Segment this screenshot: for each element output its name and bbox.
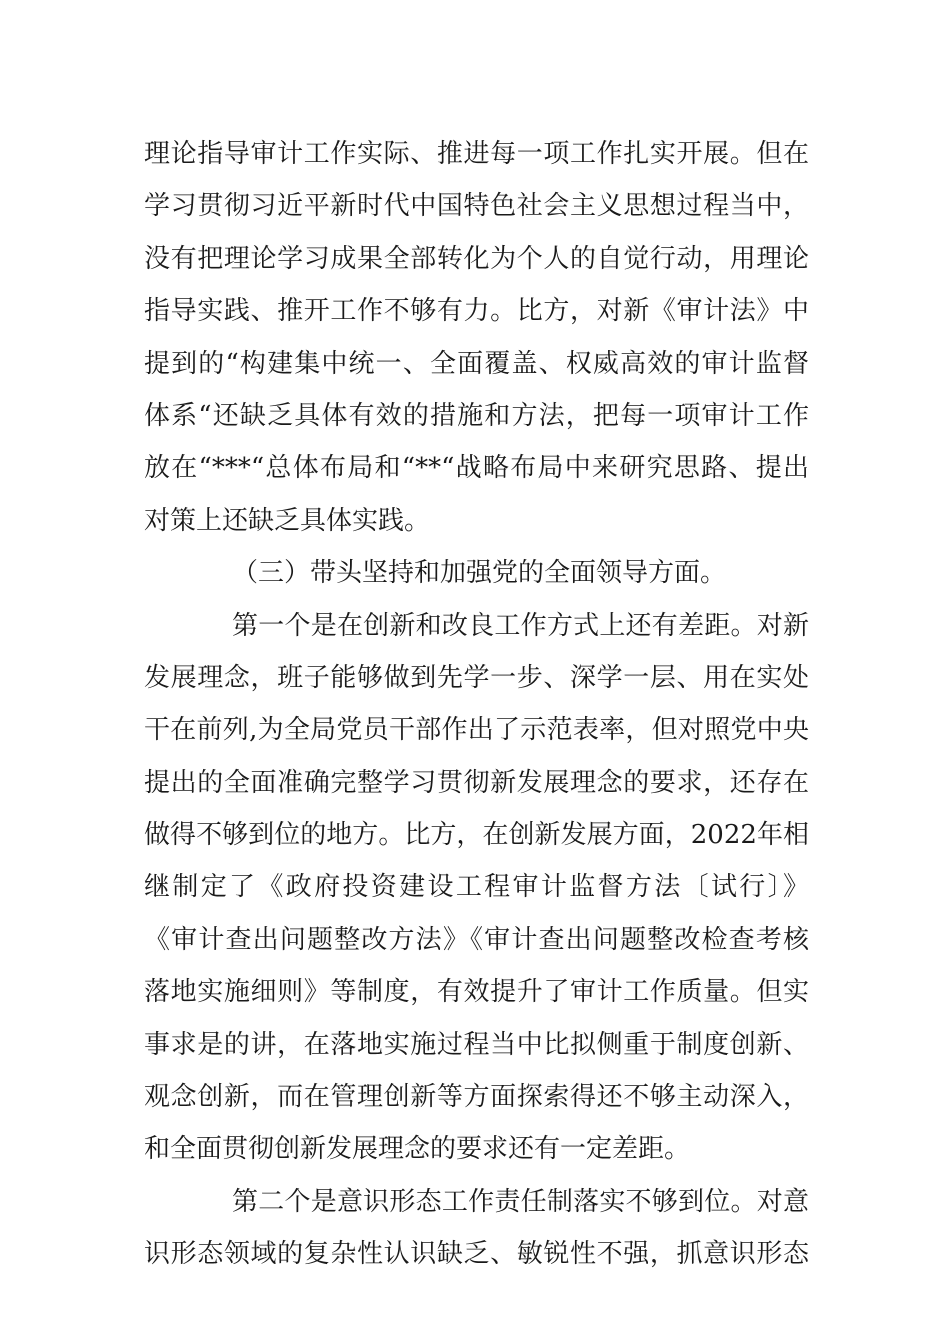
text-line: 和全面贯彻创新发展理念的要求还有一定差距。 [144,1134,691,1165]
text-line: 放在“***“总体布局和“**“战略布局中来研究思路、提出 [144,453,809,484]
text-line: 学习贯彻习近平新时代中国特色社会主义思想过程当中， [144,191,809,222]
text-line: 识形态领域的复杂性认识缺乏、敏锐性不强，抓意识形态 [144,1239,809,1270]
body-text [144,128,809,1281]
text-line: 《审计查出问题整改方法》《审计查出问题整改检查考核 [144,924,809,955]
text-line: 体系“还缺乏具体有效的措施和方法，把每一项审计工作 [144,400,809,431]
text-line: 指导实践、推开工作不够有力。比方，对新《审计法》中 [144,296,809,327]
text-line: 提到的“构建集中统一、全面覆盖、权威高效的审计监督 [144,348,809,379]
text-line: 没有把理论学习成果全部转化为个人的自觉行动，用理论 [144,243,809,274]
text-line: 理论指导审计工作实际、推进每一项工作扎实开展。但在 [144,139,809,169]
paragraph-first-line: 第一个是在创新和改良工作方式上还有差距。对新 [232,610,809,641]
paragraph-first-line: 第二个是意识形态工作责任制落实不够到位。对意 [232,1186,809,1217]
text-line: 做得不够到位的地方。比方，在创新发展方面，2022年相 [144,820,809,851]
section-heading: （三）带头坚持和加强党的全面领导方面。 [232,558,727,589]
text-line: 落地实施细则》等制度，有效提升了审计工作质量。但实 [144,977,809,1008]
text-line: 对策上还缺乏具体实践。 [144,505,431,536]
text-line: 继制定了《政府投资建设工程审计监督方法〔试行〕》 [144,872,809,903]
text-line: 观念创新，而在管理创新等方面探索得还不够主动深入， [144,1082,809,1113]
text-line: 发展理念，班子能够做到先学一步、深学一层、用在实处 [144,662,809,693]
text-line: 干在前列,为全局党员干部作出了示范表率，但对照党中央 [144,715,809,746]
text-line: 事求是的讲，在落地实施过程当中比拟侧重于制度创新、 [144,1029,809,1060]
text-line: 提出的全面准确完整学习贯彻新发展理念的要求，还存在 [144,767,809,798]
